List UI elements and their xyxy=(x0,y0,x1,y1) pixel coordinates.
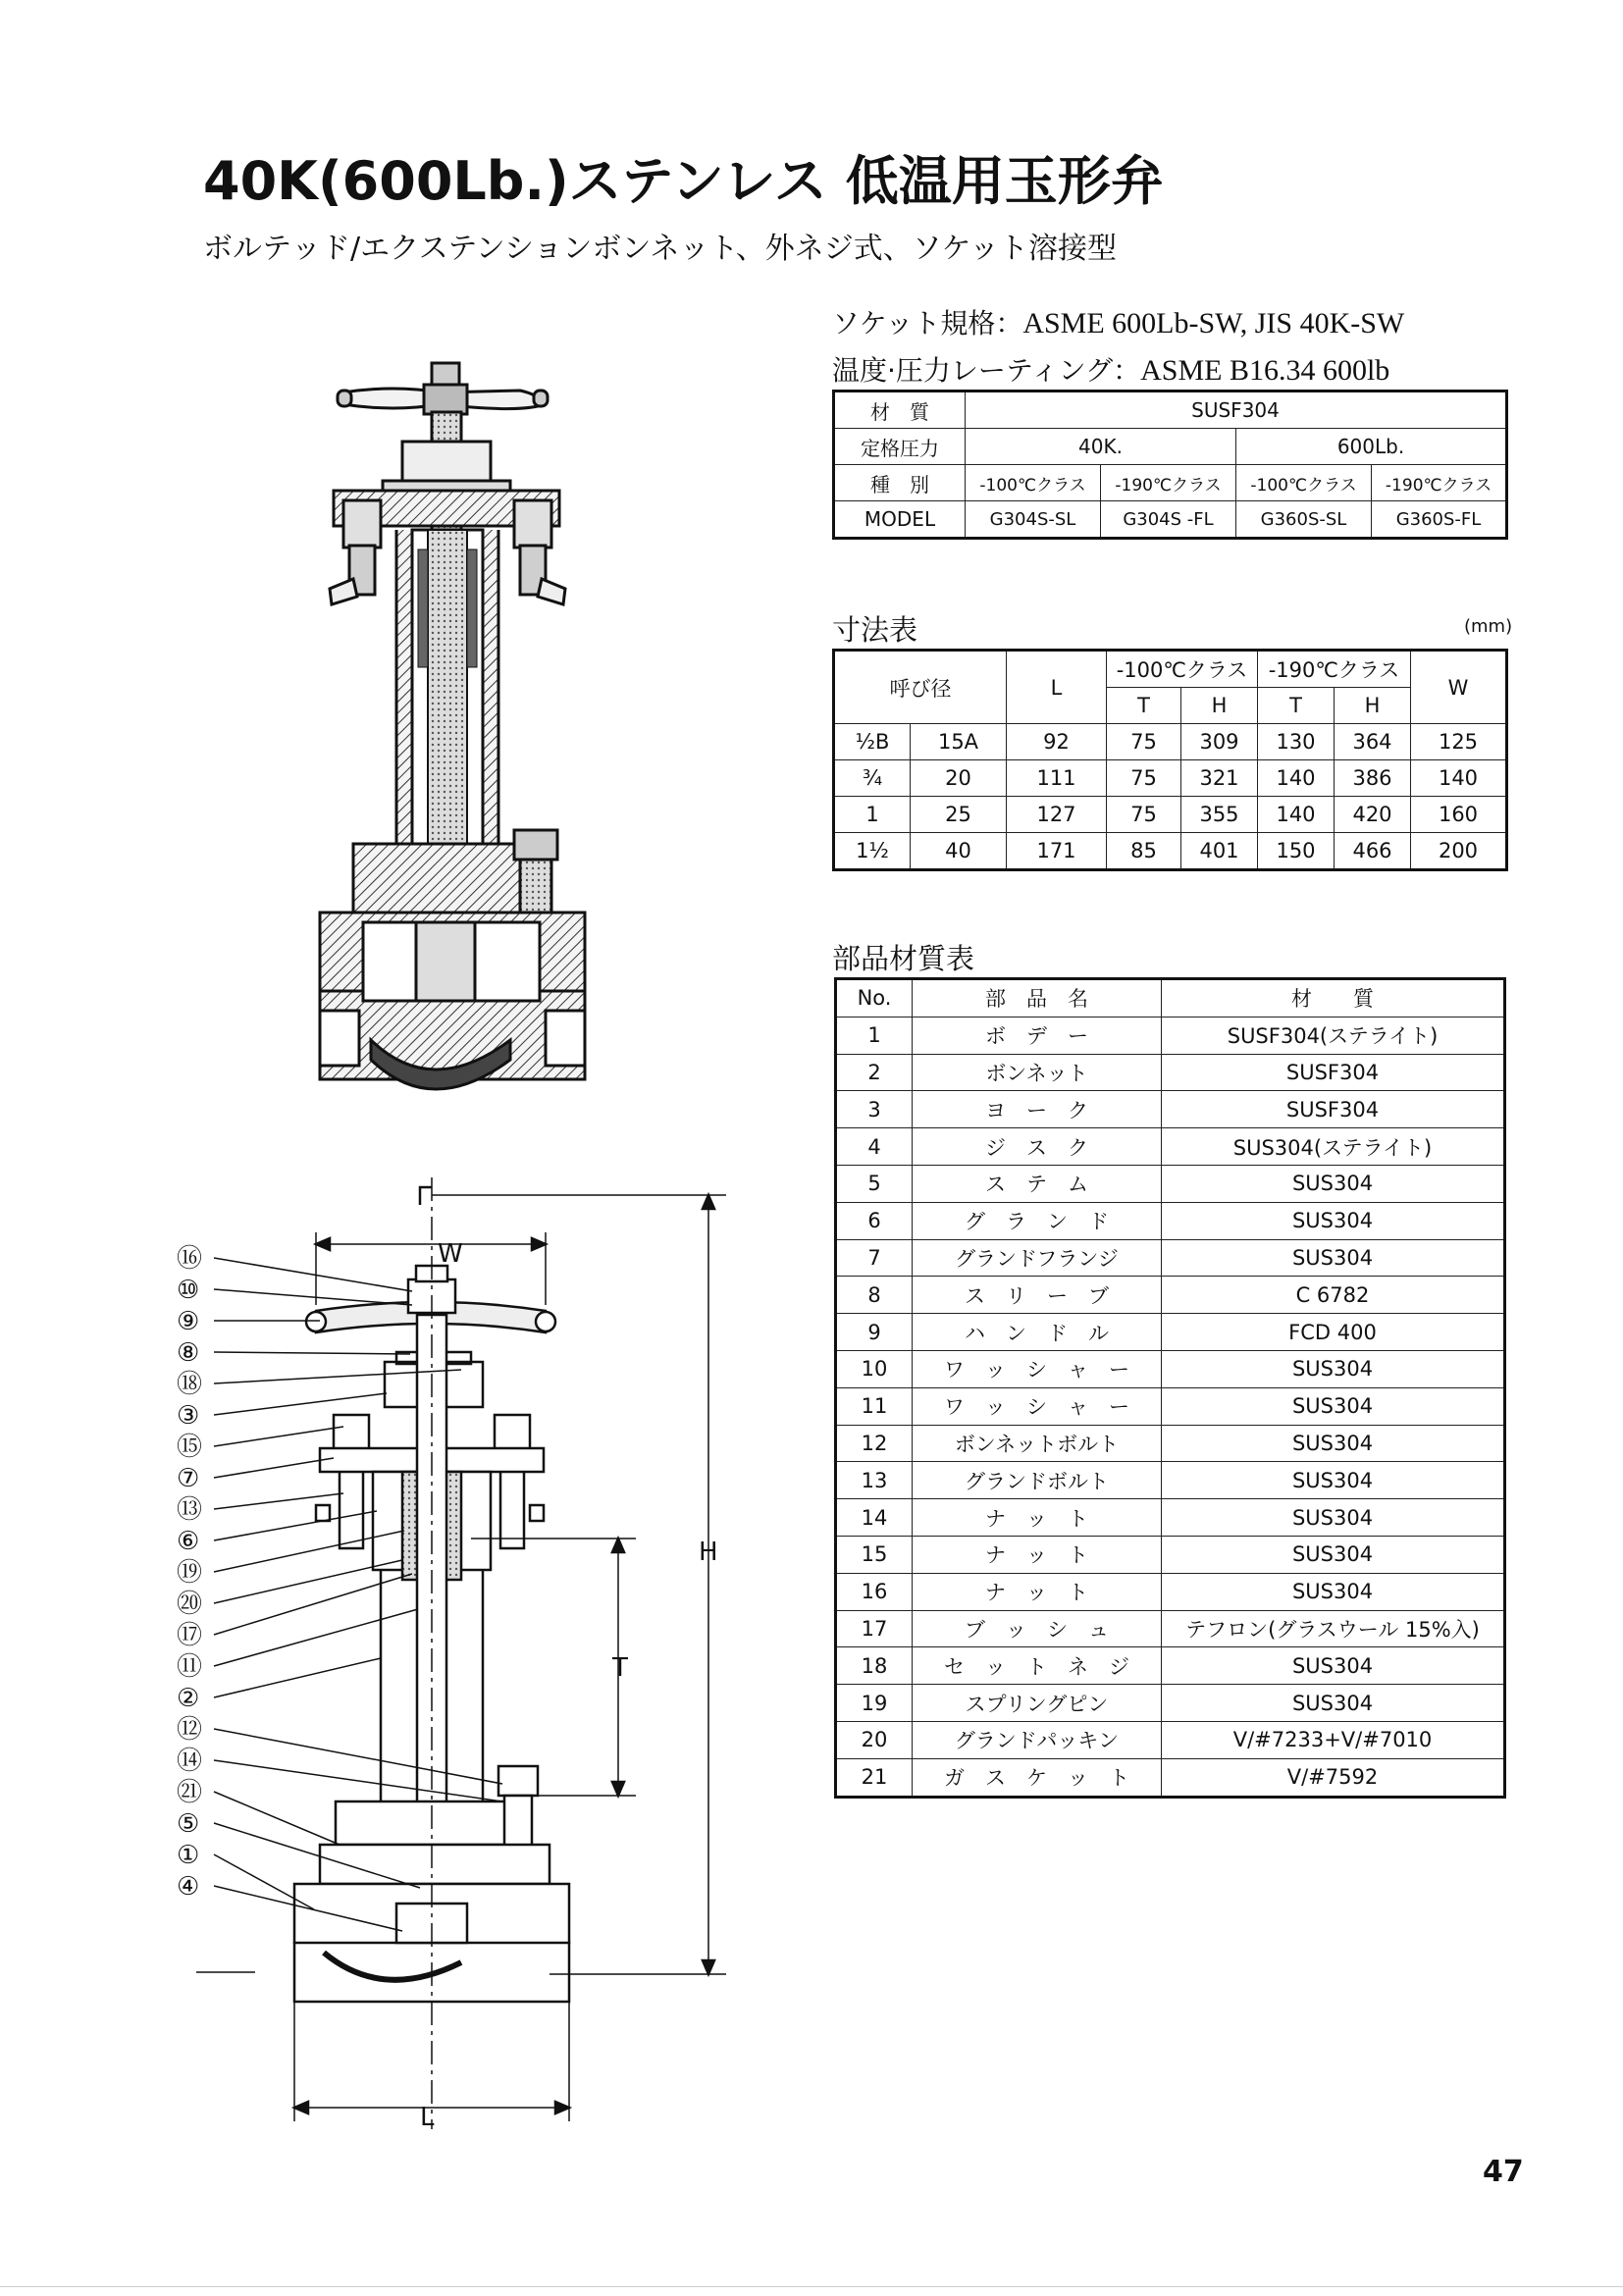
part-name: ハ ン ド ル xyxy=(913,1314,1162,1351)
table-row xyxy=(834,797,1507,833)
part-number: 19 xyxy=(836,1685,913,1722)
table-row xyxy=(836,1721,1505,1758)
dimension-table xyxy=(832,649,1508,871)
callout: ⑤ xyxy=(177,1809,200,1839)
rating-spec-label: 温度·圧力レーティング： xyxy=(832,354,1141,387)
part-number: 14 xyxy=(836,1499,913,1537)
spec-row-material xyxy=(834,391,1507,429)
table-cell: 140 xyxy=(1258,797,1335,833)
part-name: ワ ッ シ ャ ー xyxy=(913,1387,1162,1425)
parts-section-title: 部品材質表 xyxy=(832,942,975,975)
spec-row-pressure xyxy=(834,429,1507,465)
table-row xyxy=(836,1462,1505,1499)
table-row xyxy=(836,1091,1505,1128)
callout: ⑦ xyxy=(177,1464,200,1493)
part-number: 8 xyxy=(836,1277,913,1314)
part-name: ガ ス ケ ッ ト xyxy=(913,1758,1162,1797)
header-class-100: -100℃クラス xyxy=(1107,651,1258,688)
table-cell: 150 xyxy=(1258,833,1335,870)
callout: ⑱ xyxy=(177,1370,203,1399)
part-name: ス テ ム xyxy=(913,1165,1162,1202)
page-subtitle: ボルテッド/エクステンションボンネット、外ネジ式、ソケット溶接型 xyxy=(203,232,1117,266)
header-T: T xyxy=(1107,688,1181,724)
spec-table xyxy=(832,390,1508,540)
part-material: SUS304 xyxy=(1162,1202,1505,1239)
table-cell: 321 xyxy=(1181,760,1258,797)
table-cell: 75 xyxy=(1107,797,1181,833)
header-material: 材 質 xyxy=(1162,979,1505,1018)
parts-material-table xyxy=(834,977,1506,1799)
callout: ② xyxy=(177,1684,200,1713)
table-row xyxy=(836,1573,1505,1610)
header-T: T xyxy=(1258,688,1335,724)
table-row xyxy=(836,1350,1505,1387)
socket-spec xyxy=(832,302,1404,341)
callout: ⑮ xyxy=(177,1433,203,1462)
table-row xyxy=(836,1425,1505,1462)
part-number: 7 xyxy=(836,1239,913,1277)
type-class-190: -190℃クラス xyxy=(1372,465,1507,501)
table-row xyxy=(834,724,1507,760)
outline-drawing xyxy=(196,1177,726,2129)
page-title: 40K(600Lb.)ステンレス 低温用玉形弁 xyxy=(203,150,1164,212)
dimension-label-W: W xyxy=(438,1239,463,1269)
table-cell: 25 xyxy=(911,797,1007,833)
table-row xyxy=(836,1758,1505,1797)
table-cell: 92 xyxy=(1007,724,1107,760)
model-cell: G304S-SL xyxy=(966,501,1101,539)
part-name: ボ デ ー xyxy=(913,1017,1162,1054)
part-material: テフロン(グラスウール 15%入) xyxy=(1162,1610,1505,1647)
pressure-600lb: 600Lb. xyxy=(1236,429,1507,465)
model-cell: G304S -FL xyxy=(1101,501,1236,539)
model-label: MODEL xyxy=(834,501,966,539)
part-number: 4 xyxy=(836,1128,913,1166)
part-name: ボンネット xyxy=(913,1054,1162,1091)
callout: ① xyxy=(177,1841,200,1870)
table-cell: 401 xyxy=(1181,833,1258,870)
part-material: SUS304 xyxy=(1162,1499,1505,1537)
table-cell: 1 xyxy=(834,797,911,833)
callout: ㉑ xyxy=(177,1778,203,1807)
part-number: 13 xyxy=(836,1462,913,1499)
part-name: セ ッ ト ネ ジ xyxy=(913,1647,1162,1685)
table-row xyxy=(836,1239,1505,1277)
sectional-drawing xyxy=(320,363,585,1089)
table-row xyxy=(836,1685,1505,1722)
table-cell: 466 xyxy=(1335,833,1411,870)
type-class-190: -190℃クラス xyxy=(1101,465,1236,501)
header-W: W xyxy=(1411,651,1507,724)
part-name: ブ ッ シ ュ xyxy=(913,1610,1162,1647)
callout: ③ xyxy=(177,1401,200,1431)
table-row xyxy=(834,833,1507,870)
part-material: V/#7592 xyxy=(1162,1758,1505,1797)
callout: ⑨ xyxy=(177,1307,200,1336)
part-name: ボンネットボルト xyxy=(913,1425,1162,1462)
callout: ④ xyxy=(177,1872,200,1902)
table-cell: 75 xyxy=(1107,760,1181,797)
dim-unit: (mm) xyxy=(1464,616,1513,637)
table-row xyxy=(836,1387,1505,1425)
callout: ⑯ xyxy=(177,1244,203,1274)
table-row xyxy=(836,1647,1505,1685)
header-H: H xyxy=(1335,688,1411,724)
part-material: SUS304(ステライト) xyxy=(1162,1128,1505,1166)
table-row xyxy=(836,1499,1505,1537)
callout: ⑫ xyxy=(177,1715,203,1745)
part-number: 10 xyxy=(836,1350,913,1387)
dimension-label-L: L xyxy=(420,2103,435,2132)
part-material: SUSF304 xyxy=(1162,1054,1505,1091)
spec-row-model xyxy=(834,501,1507,539)
part-number: 15 xyxy=(836,1536,913,1573)
table-row xyxy=(836,1017,1505,1054)
bottom-rule xyxy=(0,2286,1623,2287)
table-cell: 386 xyxy=(1335,760,1411,797)
table-cell: 85 xyxy=(1107,833,1181,870)
table-row xyxy=(834,760,1507,797)
part-number: 16 xyxy=(836,1573,913,1610)
part-material: SUS304 xyxy=(1162,1462,1505,1499)
material-label: 材 質 xyxy=(834,391,966,429)
table-cell: 111 xyxy=(1007,760,1107,797)
part-name: グ ラ ン ド xyxy=(913,1202,1162,1239)
part-material: SUS304 xyxy=(1162,1536,1505,1573)
part-material: SUS304 xyxy=(1162,1387,1505,1425)
callout: ⑥ xyxy=(177,1527,200,1556)
table-row xyxy=(836,1054,1505,1091)
model-cell: G360S-FL xyxy=(1372,501,1507,539)
page-number: 47 xyxy=(1483,2155,1524,2189)
rating-spec-value: ASME B16.34 600lb xyxy=(1140,354,1390,387)
type-label: 種 別 xyxy=(834,465,966,501)
table-cell: 364 xyxy=(1335,724,1411,760)
table-cell: 200 xyxy=(1411,833,1507,870)
part-name: ワ ッ シ ャ ー xyxy=(913,1350,1162,1387)
callout: ⑩ xyxy=(177,1276,200,1305)
part-number: 11 xyxy=(836,1387,913,1425)
part-name: ヨ ー ク xyxy=(913,1091,1162,1128)
part-material: SUS304 xyxy=(1162,1425,1505,1462)
rating-spec xyxy=(832,349,1389,389)
part-name: ジ ス ク xyxy=(913,1128,1162,1166)
part-name: グランドボルト xyxy=(913,1462,1162,1499)
table-row xyxy=(836,1277,1505,1314)
type-class-100: -100℃クラス xyxy=(966,465,1101,501)
table-cell: 130 xyxy=(1258,724,1335,760)
part-name: グランドパッキン xyxy=(913,1721,1162,1758)
part-number: 17 xyxy=(836,1610,913,1647)
part-material: SUS304 xyxy=(1162,1350,1505,1387)
part-name: ナ ッ ト xyxy=(913,1536,1162,1573)
callout: ⑰ xyxy=(177,1621,203,1650)
callout: ⑲ xyxy=(177,1558,203,1588)
table-row xyxy=(836,1610,1505,1647)
table-row xyxy=(836,1536,1505,1573)
table-cell: 309 xyxy=(1181,724,1258,760)
material-value: SUSF304 xyxy=(966,391,1507,429)
header-H: H xyxy=(1181,688,1258,724)
part-number: 5 xyxy=(836,1165,913,1202)
table-cell: 15A xyxy=(911,724,1007,760)
part-material: SUSF304(ステライト) xyxy=(1162,1017,1505,1054)
part-material: SUS304 xyxy=(1162,1165,1505,1202)
header-L: L xyxy=(1007,651,1107,724)
table-row xyxy=(836,1128,1505,1166)
socket-spec-value: ASME 600Lb-SW, JIS 40K-SW xyxy=(1022,307,1405,339)
part-number: 6 xyxy=(836,1202,913,1239)
callout: ⑧ xyxy=(177,1338,200,1368)
pressure-40k: 40K. xyxy=(966,429,1236,465)
dimension-label-T: T xyxy=(612,1653,628,1683)
part-name: ス リ ー ブ xyxy=(913,1277,1162,1314)
part-number: 1 xyxy=(836,1017,913,1054)
socket-spec-label: ソケット規格： xyxy=(832,307,1023,339)
header-no: No. xyxy=(836,979,913,1018)
table-cell: 75 xyxy=(1107,724,1181,760)
table-cell: ¾ xyxy=(834,760,911,797)
dim-header-row-1 xyxy=(834,651,1507,688)
table-cell: 40 xyxy=(911,833,1007,870)
pressure-label: 定格圧力 xyxy=(834,429,966,465)
part-number: 21 xyxy=(836,1758,913,1797)
dimension-label-H: H xyxy=(699,1538,718,1567)
table-cell: 355 xyxy=(1181,797,1258,833)
header-nominal: 呼び径 xyxy=(834,651,1007,724)
spec-row-type xyxy=(834,465,1507,501)
callout: ⑬ xyxy=(177,1495,203,1525)
part-name: ナ ッ ト xyxy=(913,1573,1162,1610)
part-material: V/#7233+V/#7010 xyxy=(1162,1721,1505,1758)
parts-header-row xyxy=(836,979,1505,1018)
callout: ⑳ xyxy=(177,1590,203,1619)
callout-labels xyxy=(177,1244,202,1902)
callout: ⑪ xyxy=(177,1652,203,1682)
header-part-name: 部 品 名 xyxy=(913,979,1162,1018)
table-cell: 171 xyxy=(1007,833,1107,870)
part-material: SUS304 xyxy=(1162,1647,1505,1685)
table-cell: ½B xyxy=(834,724,911,760)
model-cell: G360S-SL xyxy=(1236,501,1372,539)
part-material: SUS304 xyxy=(1162,1573,1505,1610)
part-name: スプリングピン xyxy=(913,1685,1162,1722)
type-class-100: -100℃クラス xyxy=(1236,465,1372,501)
dim-section-title: 寸法表 xyxy=(832,613,918,647)
part-material: FCD 400 xyxy=(1162,1314,1505,1351)
table-cell: 127 xyxy=(1007,797,1107,833)
part-material: SUSF304 xyxy=(1162,1091,1505,1128)
table-cell: 20 xyxy=(911,760,1007,797)
part-material: SUS304 xyxy=(1162,1239,1505,1277)
part-name: グランドフランジ xyxy=(913,1239,1162,1277)
part-material: C 6782 xyxy=(1162,1277,1505,1314)
part-number: 3 xyxy=(836,1091,913,1128)
part-number: 12 xyxy=(836,1425,913,1462)
valve-drawings xyxy=(0,0,824,2208)
part-number: 2 xyxy=(836,1054,913,1091)
table-cell: 140 xyxy=(1411,760,1507,797)
table-row xyxy=(836,1202,1505,1239)
table-row xyxy=(836,1165,1505,1202)
table-cell: 125 xyxy=(1411,724,1507,760)
table-cell: 420 xyxy=(1335,797,1411,833)
part-material: SUS304 xyxy=(1162,1685,1505,1722)
callout: ⑭ xyxy=(177,1747,203,1776)
part-number: 18 xyxy=(836,1647,913,1685)
header-class-190: -190℃クラス xyxy=(1258,651,1411,688)
table-cell: 160 xyxy=(1411,797,1507,833)
part-name: ナ ッ ト xyxy=(913,1499,1162,1537)
table-cell: 1½ xyxy=(834,833,911,870)
table-row xyxy=(836,1314,1505,1351)
part-number: 9 xyxy=(836,1314,913,1351)
table-cell: 140 xyxy=(1258,760,1335,797)
part-number: 20 xyxy=(836,1721,913,1758)
